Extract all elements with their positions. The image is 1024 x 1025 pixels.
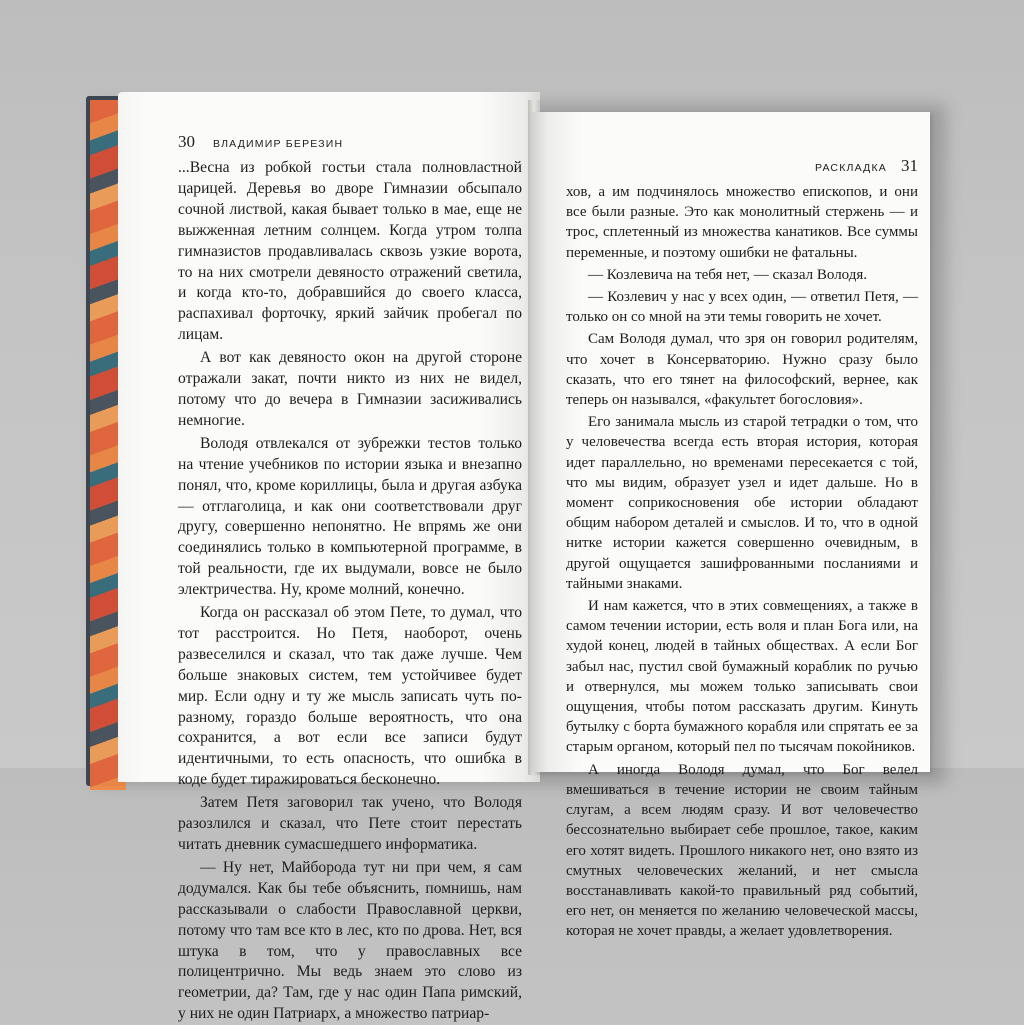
paragraph: Когда он рассказал об этом Пете, то думал, что тот расстроится. Но Петя, наоборот, очень развеселился и сказал, что так даже лучше. Чем больше знаковых систем, тем устойчивее будет мир. Если одну и ту же мысль записать чуть по-разному, гораздо больше вероятность, что она сохранится, а вот если все записи будут идентичными, то есть опасность, что ошибка в коде будет тиражироваться бесконечно. <box>178 604 522 789</box>
left-page-number: 30 <box>178 132 195 151</box>
paragraph: — Козлевич у нас у всех один, — ответил Петя, — только он со мной на эти темы говорить не хочет. <box>566 289 918 326</box>
paragraph: Затем Петя заговорил так учено, что Володя разозлился и сказал, что Пете стоит перестать читать дневник сумасшедшего информатика. <box>178 794 522 853</box>
paragraph: — Козлевича на тебя нет, — сказал Володя. <box>588 266 868 283</box>
left-running-head-title: ВЛАДИМИР БЕРЕЗИН <box>213 138 344 150</box>
paragraph: Володя отвлекался от зубрежки тестов только на чтение учебников по истории языка и внезапно понял, что, кроме кориллицы, была и другая азбука — отглаголица, и как они соответствовали друг другу, совершенно непонятно. Не впрямь же они соединялись только в компьютерной программе, в той реальности, где их выдумали, вовсе не было электричества. Ну, кроме молний, конечно. <box>178 434 522 599</box>
paragraph: А вот как девяносто окон на другой стороне отражали закат, почти никто из них не видел, потому что до вечера в Гимназии засиживались немногие. <box>178 349 522 429</box>
paragraph: — Ну нет, Майборода тут ни при чем, я сам додумался. Как бы тебе объяснить, помнишь, нам рассказывали о слабости Православной церкви, потому что там все кто в лес, кто по дрова. Нет, вся штука в том, что у православных все полицентрично. Мы ведь знаем это слово из геометрии, да? Там, где у нас один Папа римский, у них не один Патриарх, а множество патриар- <box>178 858 522 1023</box>
right-running-head <box>566 156 918 176</box>
left-page-text <box>178 158 522 1025</box>
right-page-text <box>566 182 918 942</box>
right-page <box>532 112 930 940</box>
paragraph: Его занимала мысль из старой тетрадки о том, что у человечества всегда есть вторая история, которая идет параллельно, но временами пересекается с той, что мы видим, образует узел и идет дальше. Но в момент соприкосновения обе истории обладают общим набором деталей и смыслов. И то, что в одной нитке истории кажется совершенно очевидным, в другой ощущается зашифрованными посланиями и тайными знаками. <box>566 414 918 592</box>
paragraph: хов, а им подчинялось множество епископов, и они все были разные. Это как монолитный стержень — и трос, сплетенный из множества канатиков. Все суммы переменные, и поэтому ошибки не фатальны. <box>566 184 918 261</box>
right-page-number: 31 <box>901 156 918 175</box>
paragraph: А иногда Володя думал, что Бог велел вмешиваться в течение истории не своим тайным слугам, а всем людям сразу. И вот человечество бессознательно выбирает себе прошлое, такое, каким его хотят видеть. Прошлого никакого нет, оно взято из смутных человеческих желаний, и нет смысла восстанавливать какой-то правильный ряд событий, его нет, он меняется по желанию человеческой массы, которая не хочет правды, а желает удовлетворения. <box>566 761 918 940</box>
paragraph: ...Весна из робкой гостьи стала полновластной царицей. Деревья во дворе Гимназии обсыпало сочной листвой, какая бывает только в мае, еще не выжженная летним солнцем. Когда утром толпа гимназистов продавливалась сквозь узкие ворота, то на них смотрели девяносто отражений светила, и когда кто-то, добравшийся до своего класса, распахивал форточку, яркий зайчик пробегал по лицам. <box>178 159 522 344</box>
left-page <box>118 92 540 1023</box>
right-running-head-title: РАСКЛАДКА <box>814 162 887 174</box>
left-running-head <box>178 132 522 152</box>
paragraph: И нам кажется, что в этих совмещениях, а также в самом течении истории, есть воля и план Бога или, на худой конец, людей в тайных обществах. А если Бог забыл нас, пустил свой бумажный кораблик по ручью и отвернулся, мы можем только записывать свои ощущения, чтобы потом рассказать другим. Кинуть бутылку с борта бумажного корабля или спрятать ее за старым органом, который пел по тысячам покойников. <box>566 598 918 756</box>
paragraph: Сам Володя думал, что зря он говорил родителям, что хочет в Консерваторию. Нужно сразу было сказать, что его тянет на философский, вернее, как теперь он назывался, «факультет богословия». <box>566 331 918 409</box>
